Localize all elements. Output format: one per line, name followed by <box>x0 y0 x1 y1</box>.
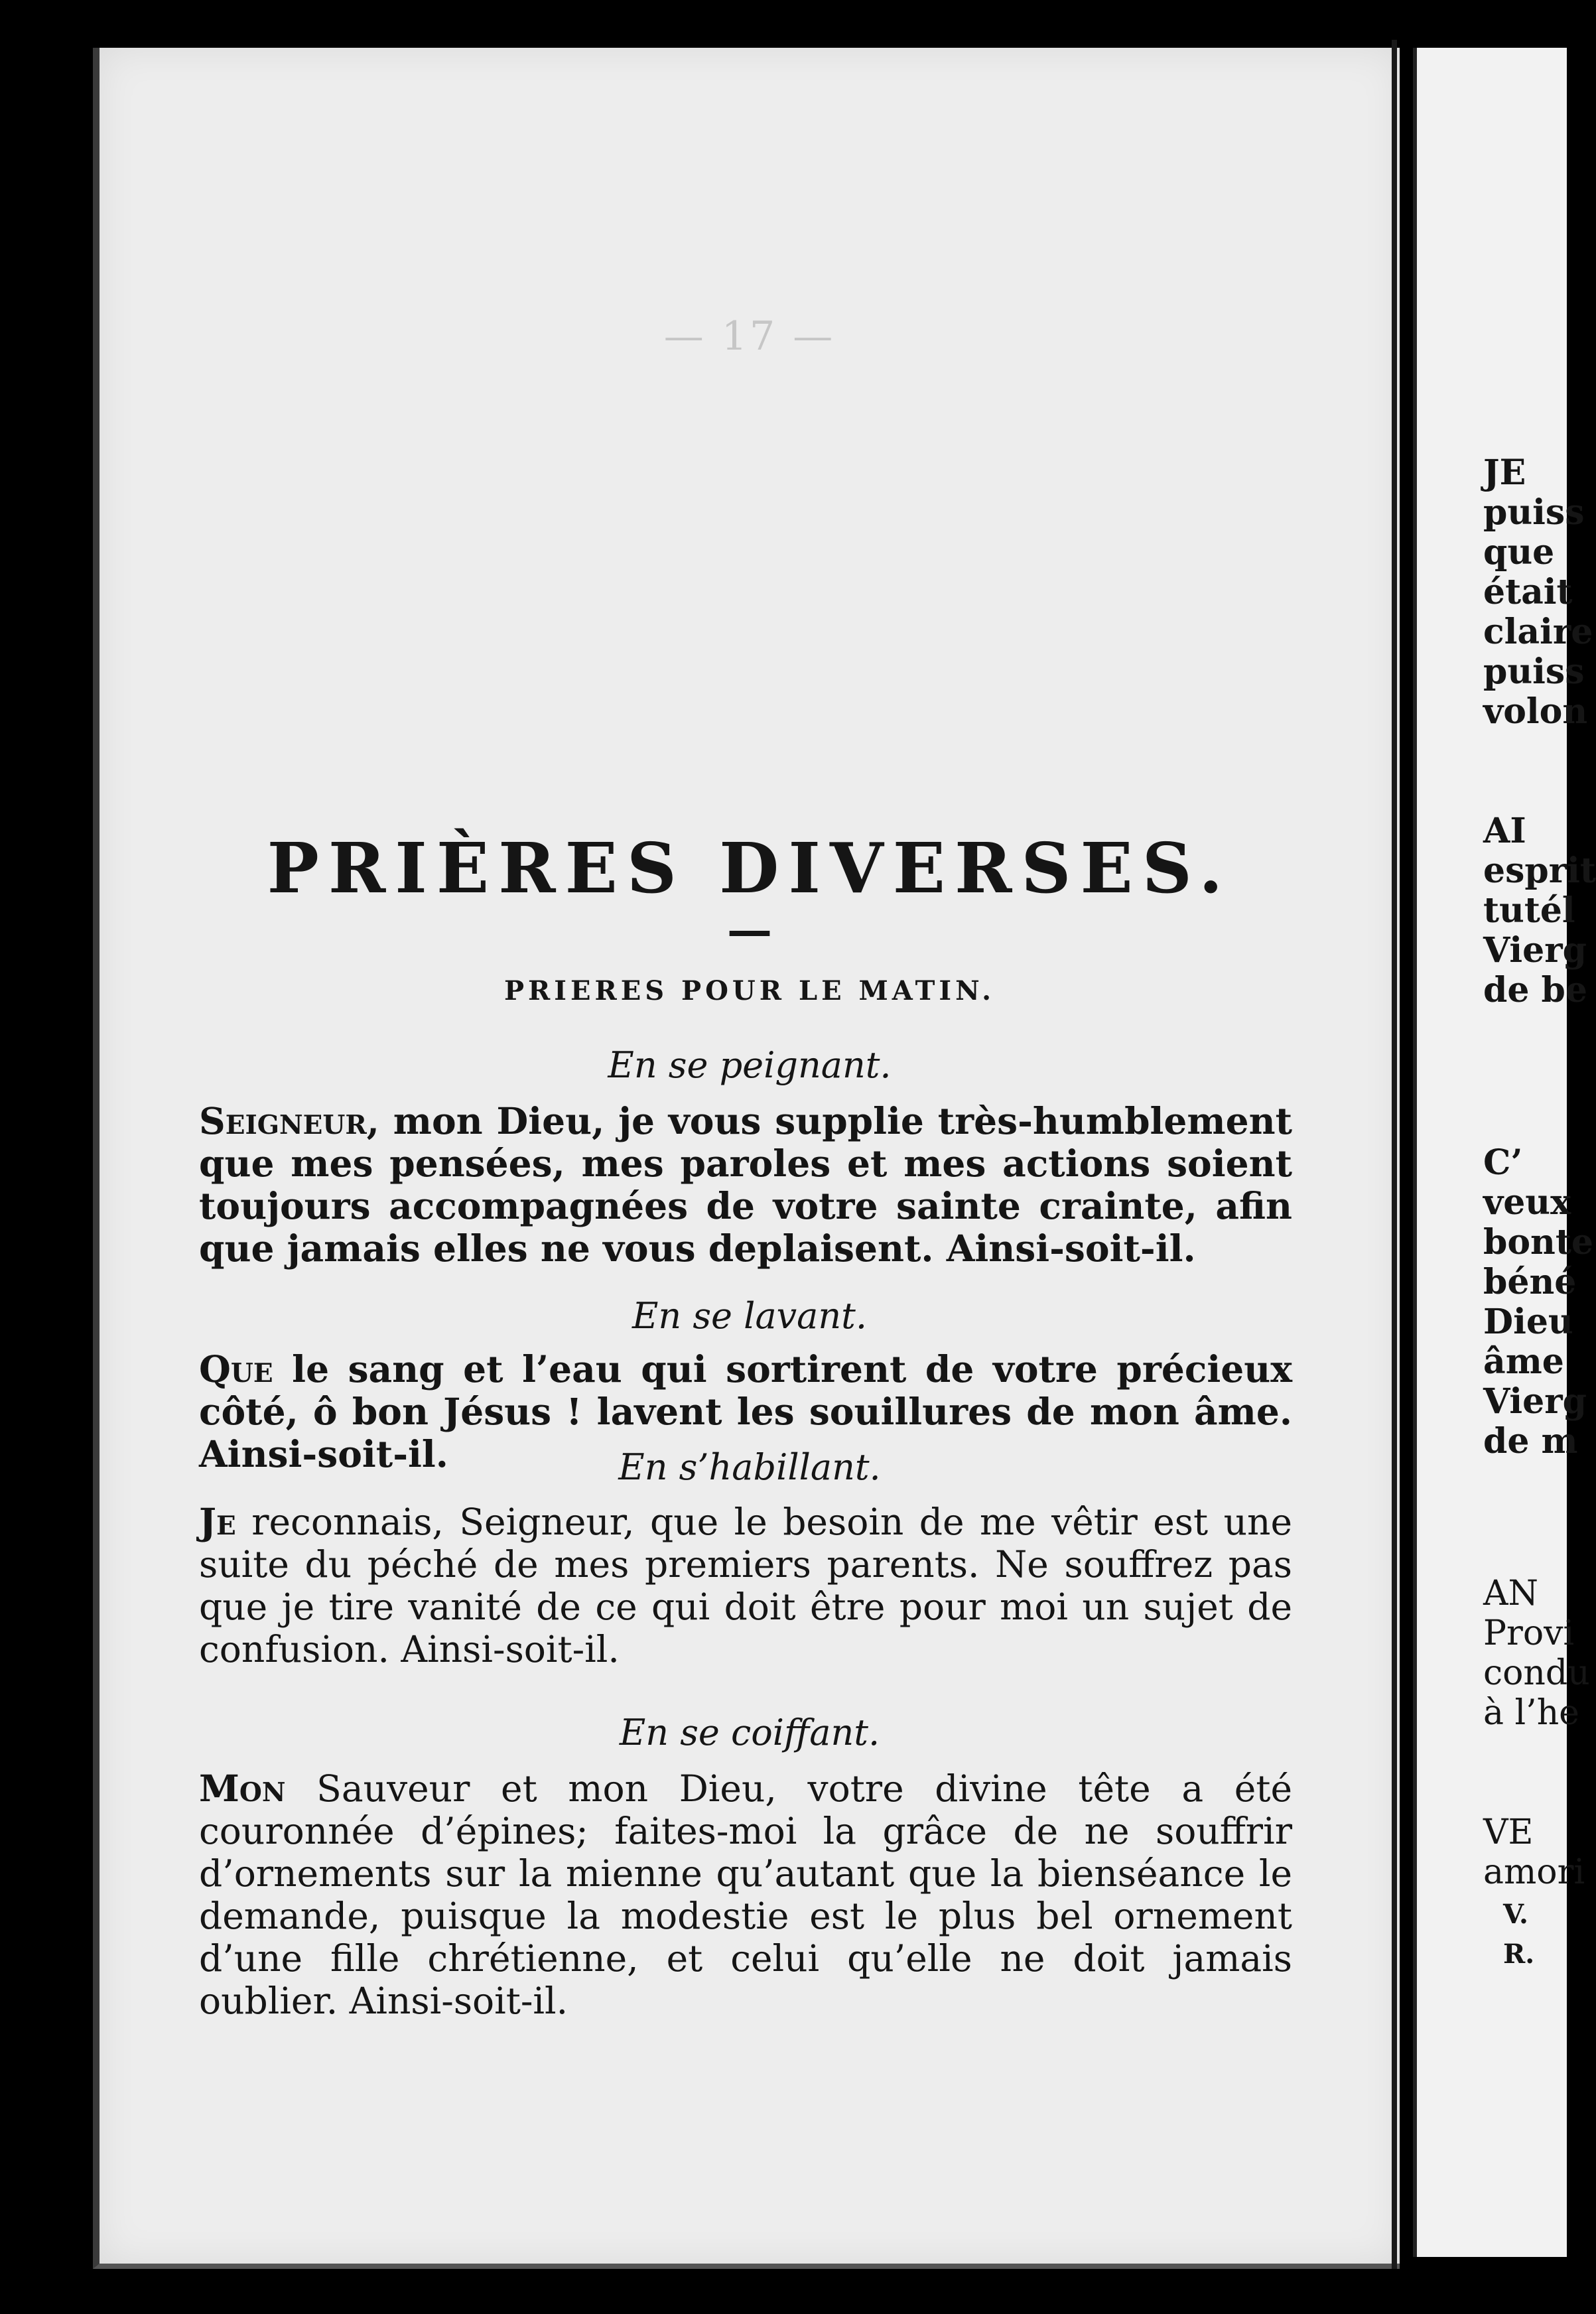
prayer-title: En se coiffant. <box>619 1712 880 1753</box>
prayer-title: En s’habillant. <box>618 1446 881 1488</box>
page-number: — 17 — <box>663 313 836 360</box>
prayer-text <box>199 1100 1292 1270</box>
right-fragment: était <box>1483 572 1573 612</box>
prayer-text <box>199 1767 1292 2022</box>
right-fragment: Provi <box>1483 1613 1575 1653</box>
right-fragment: à l’he <box>1483 1693 1579 1733</box>
prayer-text <box>199 1501 1292 1670</box>
right-fragment: JE <box>1483 452 1526 493</box>
prayer-body: reconnais, Seigneur, que le besoin de me vêtir est une suite du péché de mes premiers parents. Ne souffrez pas que je tire vanité de ce qui doit être pour moi un sujet de confusion. Ainsi-soit-il. <box>199 1501 1292 1670</box>
right-fragment: tutél <box>1483 890 1575 931</box>
right-fragment: veux <box>1483 1182 1571 1223</box>
right-fragment: Dieu <box>1483 1302 1573 1342</box>
title-separator: — <box>727 904 772 957</box>
right-fragment: âme <box>1483 1341 1564 1382</box>
right-page <box>1413 48 1596 2257</box>
right-fragment: puiss <box>1483 492 1585 533</box>
right-fragment: VE <box>1483 1812 1534 1852</box>
left-page <box>93 48 1400 2269</box>
right-fragment: claire <box>1483 612 1593 652</box>
right-fragment: béné <box>1483 1262 1577 1302</box>
prayer-body: mon Dieu, je vous supplie très-humblement que mes pensées, mes paroles et mes actions soient toujours accompagnées de votre sainte crainte, afin que jamais elles ne vous deplaisent. Ainsi-soit-il. <box>199 1099 1292 1270</box>
right-fragment: AN <box>1483 1574 1539 1613</box>
right-fragment: condu <box>1483 1653 1590 1693</box>
page-title: PRIÈRES DIVERSES. <box>267 827 1232 909</box>
prayer-first-word: Mon <box>199 1767 286 1810</box>
prayer-title: En se lavant. <box>632 1295 867 1337</box>
right-fragment: de be <box>1483 970 1587 1010</box>
right-fragment: bonte <box>1483 1222 1593 1262</box>
prayer-body: Sauveur et mon Dieu, votre divine tête a été couronnée d’épines; faites-moi la grâce de ne souffrir d’ornements sur la mienne qu’autant que la bienséance le demande, puisque la modestie est le plus bel ornement d’une fille chrétienne, et celui qu’elle ne doit jamais oublier. Ainsi-soit-il. <box>199 1767 1292 2022</box>
right-fragment: AI <box>1483 811 1526 851</box>
section-heading: PRIERES POUR LE MATIN. <box>503 975 996 1006</box>
page-fold <box>1392 40 1397 2269</box>
right-fragment: de m <box>1483 1421 1578 1462</box>
prayer-first-word: Je <box>199 1500 236 1543</box>
right-fragment: Vierg <box>1483 930 1587 971</box>
prayer-first-word: Seigneur, <box>199 1099 379 1142</box>
right-fragment: R. <box>1503 1939 1535 1970</box>
prayer-body: le sang et l’eau qui sortirent de votre précieux côté, ô bon Jésus ! lavent les souillures de mon âme. Ainsi-soit-il. <box>199 1347 1292 1475</box>
prayer-first-word: Que <box>199 1347 273 1391</box>
right-fragment: que <box>1483 532 1555 573</box>
right-fragment: Vierg <box>1483 1381 1587 1422</box>
right-fragment: esprit <box>1483 851 1596 891</box>
right-fragment: puiss <box>1483 651 1585 692</box>
right-fragment: amori <box>1483 1852 1585 1892</box>
right-fragment: C’ <box>1483 1142 1523 1183</box>
prayer-title: En se peignant. <box>608 1044 892 1086</box>
right-fragment: V. <box>1503 1899 1528 1930</box>
right-fragment: volon <box>1483 691 1588 732</box>
